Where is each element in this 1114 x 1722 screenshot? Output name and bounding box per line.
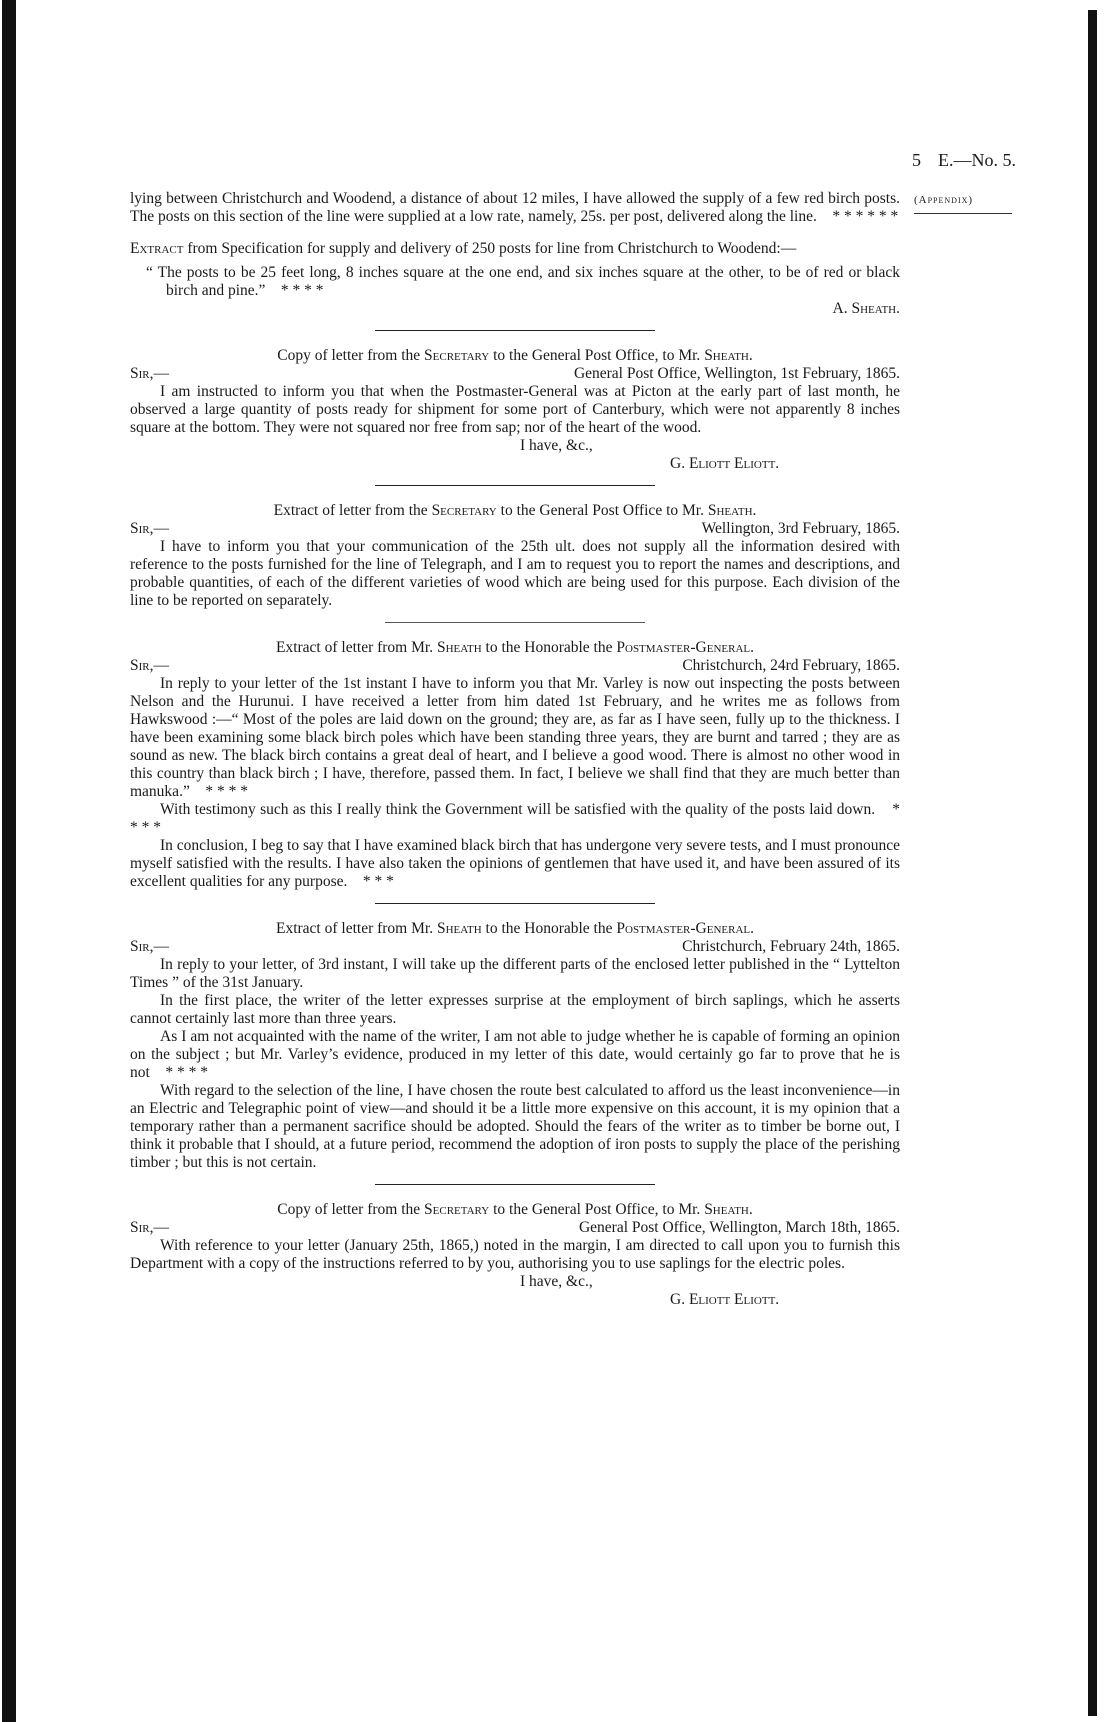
salutation: Sir,—: [130, 1219, 169, 1236]
ellipsis-stars: * * * *: [205, 783, 248, 800]
ellipsis-stars: * * *: [362, 873, 394, 890]
letter4-paragraph-1: In reply to your letter, of 3rd instant, I will take up the different parts of the enclosed letter published in the “ Lyttelton Times ” of the 31st January.: [130, 956, 900, 991]
signature-eliott: G. Eliott Eliott.: [670, 455, 780, 472]
dateline: Christchurch, February 24th, 1865.: [682, 938, 900, 955]
ellipsis-stars: * * * *: [130, 801, 901, 836]
letter5-heading: Copy of letter from the Secretary to the General Post Office, to Mr. Sheath.: [277, 1201, 753, 1218]
section-rule: [375, 485, 655, 486]
salutation: Sir,—: [130, 657, 169, 674]
section-rule: [375, 903, 655, 904]
letter4-salutation-row: [130, 938, 900, 956]
extract-spec-heading: Extract from Specification for supply and delivery of 250 posts for line from Christchurch to Woodend:—: [130, 240, 797, 257]
letter4-heading: Extract of letter from Mr. Sheath to the Honorable the Postmaster-General.: [275, 920, 755, 937]
letter3-paragraph-3: In conclusion, I beg to say that I have examined black birch that has undergone very severe tests, and I must pronounce myself satisfied with the results. I have also taken the opinions of gentlemen that have used it, and have been assured of its excellent qualities for any purpose. * * *: [130, 837, 900, 890]
letter5-body: With reference to your letter (January 25th, 1865,) noted in the margin, I am directed to call upon you to furnish this Department with a copy of the instructions referred to by you, authorising you to use saplings for the electric poles.: [130, 1237, 900, 1272]
letter2-body: I have to inform you that your communication of the 25th ult. does not supply all the information desired with reference to the posts furnished for the line of Telegraph, and I am to request you to report the names and descriptions, and probable quantities, of each of the different varieties of wood which are being used for this purpose. Each division of the line to be reported on separately.: [130, 538, 900, 609]
signature-sheath: A. Sheath.: [832, 300, 900, 317]
letter5-salutation-row: [130, 1219, 900, 1237]
letter2-salutation-row: [130, 520, 900, 538]
appendix-rule: [914, 213, 1012, 214]
section-rule: [385, 622, 645, 623]
letter1-heading: Copy of letter from the Secretary to the General Post Office, to Mr. Sheath.: [277, 347, 753, 364]
ellipsis-stars: * * * *: [165, 1064, 208, 1081]
closing: I have, &c.,: [520, 437, 593, 454]
dateline: General Post Office, Wellington, March 18th, 1865.: [578, 1219, 900, 1236]
appendix-label: (Appendix): [914, 194, 974, 206]
document-reference: E.—No. 5.: [938, 150, 1016, 170]
letter3-salutation-row: [130, 657, 900, 675]
dateline: Wellington, 3rd February, 1865.: [701, 520, 900, 537]
dateline: Christchurch, 24rd February, 1865.: [682, 657, 900, 674]
letter3-paragraph-1: In reply to your letter of the 1st instant I have to inform you that Mr. Varley is now out inspecting the posts between Nelson and the Hurunui. I have received a letter from him dated 1st February, and he writes me as follows from Hawkswood :—“ Most of the poles are laid down on the ground; they are, as far as I have seen, fully up to the thickness. I have been examining some black birch poles which have been standing three years, they are burnt and tarred ; they are as sound as new. The black birch contains a great deal of heart, and I believe a good wood. There is almost no other wood in this country than black birch ; I have, therefore, passed them. In fact, I believe we shall find that they are much better than manuka.” * * * *: [130, 675, 900, 800]
scan-edge-left: [2, 0, 16, 1722]
letter4-paragraph-3: As I am not acquainted with the name of the writer, I am not able to judge whether he is capable of forming an opinion on the subject ; but Mr. Varley’s evidence, produced in my letter of this date, would certainly go far to prove that he is not * * * *: [130, 1028, 900, 1081]
letter1-salutation-row: [130, 365, 900, 383]
page-number: 5: [912, 150, 921, 170]
ellipsis-stars: * * * * * *: [832, 208, 899, 225]
letter4-paragraph-4: With regard to the selection of the line, I have chosen the route best calculated to afford us the least inconvenience—in an Electric and Telegraphic point of view—and should it be a little more expensive on this account, it is my opinion that a temporary rather than a permanent sacrifice should be adopted. Should the fears of the writer as to timber be borne out, I think it probable that I should, at a future period, recommend the adoption of iron posts to supply the place of the perishing timber ; but this is not certain.: [130, 1082, 900, 1171]
letter3-paragraph-2: With testimony such as this I really think the Government will be satisfied with the quality of the posts laid down. * * * *: [130, 801, 901, 836]
ellipsis-stars: * * * *: [280, 282, 324, 299]
document-body: [130, 190, 900, 1309]
section-rule: [375, 330, 655, 331]
salutation: Sir,—: [130, 520, 169, 537]
salutation: Sir,—: [130, 365, 169, 382]
extract-spec-quote: “ The posts to be 25 feet long, 8 inches square at the one end, and six inches square at the other, to be of red or black birch and pine.” * * * *: [146, 264, 900, 299]
dateline: General Post Office, Wellington, 1st February, 1865.: [573, 365, 900, 382]
signature-eliott: G. Eliott Eliott.: [670, 1291, 780, 1308]
intro-paragraph: lying between Christchurch and Woodend, a distance of about 12 miles, I have allowed the supply of a few red birch posts. The posts on this section of the line were supplied at a low rate, namely, 25s. per post, delivered along the line. * * * * * *: [130, 190, 900, 225]
letter4-paragraph-2: In the first place, the writer of the letter expresses surprise at the employment of birch saplings, which he asserts cannot certainly last more than three years.: [130, 992, 900, 1027]
letter2-heading: Extract of letter from the Secretary to the General Post Office to Mr. Sheath.: [273, 502, 757, 519]
closing: I have, &c.,: [520, 1273, 593, 1290]
letter1-body: I am instructed to inform you that when the Postmaster-General was at Picton at the early part of last month, he observed a large quantity of posts ready for shipment for some port of Canterbury, which were not apparently 8 inches square at the bottom. They were not squared nor free from sap; nor of the heart of the wood.: [130, 383, 900, 436]
letter3-heading: Extract of letter from Mr. Sheath to the Honorable the Postmaster-General.: [275, 639, 755, 656]
salutation: Sir,—: [130, 938, 169, 955]
section-rule: [375, 1184, 655, 1185]
scan-edge-right: [1088, 10, 1097, 1716]
